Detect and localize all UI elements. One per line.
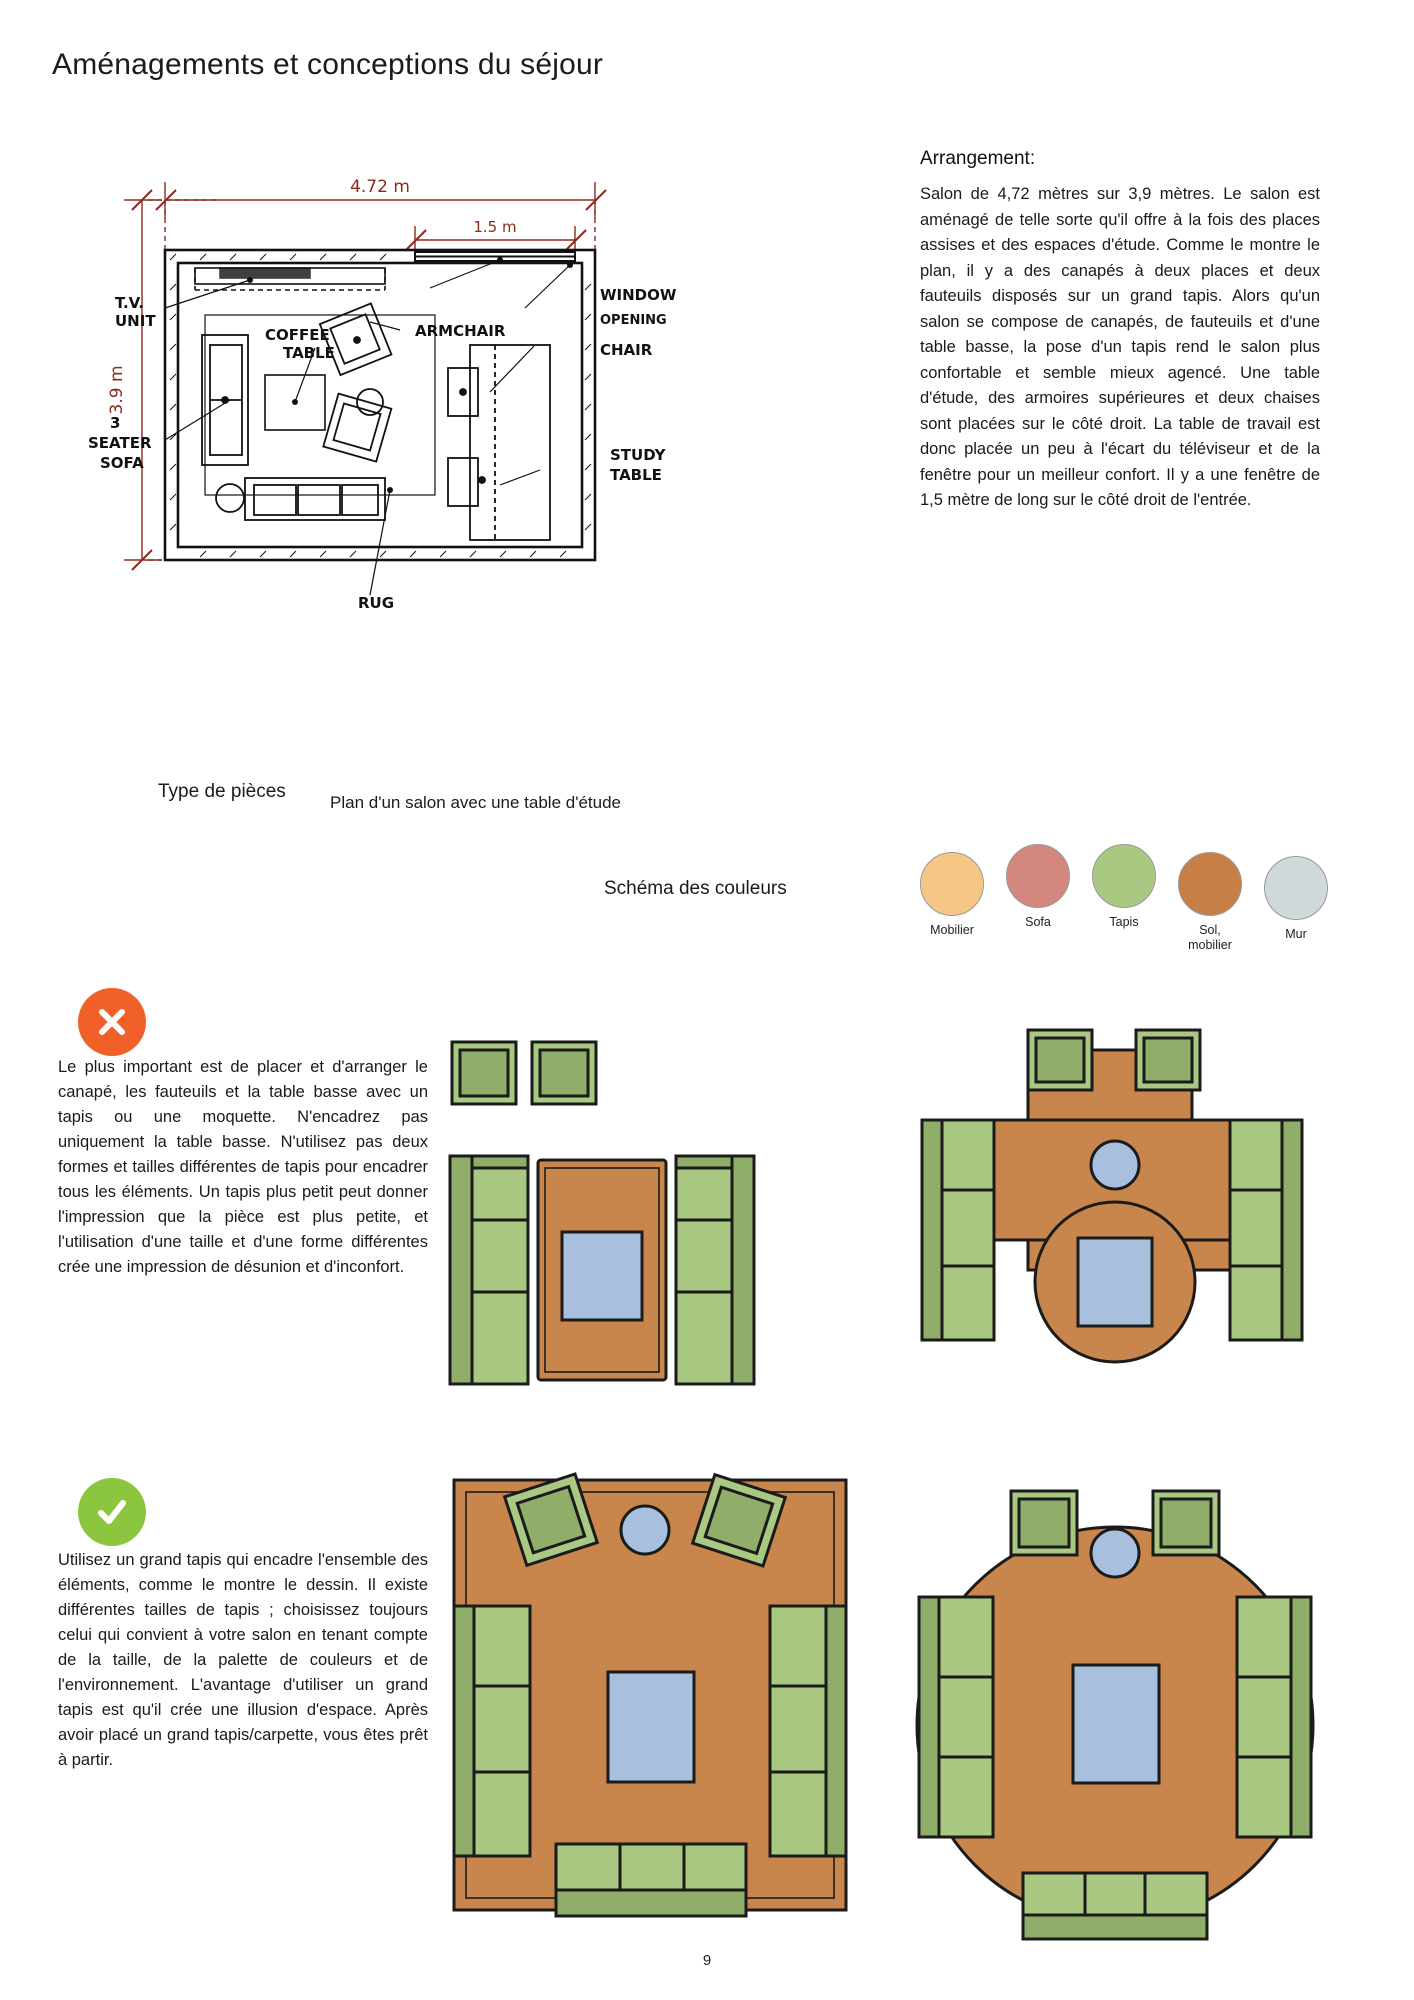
color-scheme-label: Schéma des couleurs	[604, 878, 787, 899]
illustration-good-right	[915, 1475, 1315, 1945]
swatch-mobilier	[920, 852, 984, 953]
swatch-dot	[1006, 844, 1070, 908]
swatch-dot	[920, 852, 984, 916]
label-rug: RUG	[358, 594, 395, 612]
check-icon	[78, 1478, 146, 1546]
swatch-sofa	[1006, 844, 1070, 953]
plan-window-label: 1.5 m	[473, 218, 517, 236]
page-title: Aménagements et conceptions du séjour	[52, 48, 604, 81]
advice-good-text: Utilisez un grand tapis qui encadre l'ensemble des éléments, comme le montre le dessin. Il existe différentes tailles de tapis ; choisissez toujours celui qui convient à votre salon en tenant compte de la taille, de la palette de couleurs et de l'environnement. L'avantage d'utiliser un grand tapis est qu'il crée une illusion d'espace. Après avoir placé un grand tapis/carpette, vous êtes prêt à partir.	[58, 1551, 428, 1769]
label-sofa-2: SEATER	[88, 434, 152, 452]
swatch-tapis	[1092, 844, 1156, 953]
swatch-dot	[1092, 844, 1156, 908]
room-type-label: Type de pièces	[158, 781, 286, 802]
label-coffee-table-2: TABLE	[283, 344, 335, 362]
label-tv-unit: T.V.	[115, 294, 145, 312]
swatch-mur	[1264, 856, 1328, 953]
swatch-dot	[1264, 856, 1328, 920]
label-tv-unit-2: UNIT	[115, 312, 156, 330]
label-study-table: STUDY	[610, 446, 666, 464]
illustration-bad-right	[910, 1020, 1310, 1430]
swatch-label: Sofa	[1025, 915, 1051, 929]
swatch-label: Mur	[1285, 927, 1307, 941]
label-sofa-3: SOFA	[100, 454, 144, 472]
label-coffee-table: COFFEE	[265, 326, 330, 344]
label-opening: OPENING	[600, 313, 667, 328]
page-number: 9	[702, 1952, 712, 1969]
illustration-bad-left	[430, 1020, 770, 1430]
swatch-sol-mobilier	[1178, 852, 1242, 953]
floor-plan-drawing	[70, 140, 870, 760]
label-sofa-1: 3	[110, 414, 121, 432]
plan-caption: Plan d'un salon avec une table d'étude	[330, 793, 621, 812]
color-swatches	[920, 852, 1328, 953]
label-study-table-2: TABLE	[610, 466, 662, 484]
label-armchair: ARMCHAIR	[415, 322, 506, 340]
arrangement-heading: Arrangement:	[920, 148, 1036, 169]
swatch-label: Tapis	[1109, 915, 1139, 929]
advice-bad-text: Le plus important est de placer et d'arranger le canapé, les fauteuils et la table basse avec un tapis ou une moquette. N'encadrez pas uniquement la table basse. N'utilisez pas deux formes et tailles différentes de tapis pour encadrer tous les éléments. Un tapis plus petit peut donner l'impression que la pièce est plus petite, et l'utilisation d'une taille et d'une forme différentes crée une impression de désunion et d'inconfort.	[58, 1058, 428, 1276]
label-window: WINDOW	[600, 286, 677, 304]
illustration-good-left	[440, 1460, 860, 1940]
swatch-label: Sol, mobilier	[1188, 923, 1232, 952]
check-glyph	[91, 1491, 133, 1533]
swatch-label: Mobilier	[930, 923, 974, 937]
cross-icon	[78, 988, 146, 1056]
arrangement-text: Salon de 4,72 mètres sur 3,9 mètres. Le salon est aménagé de telle sorte qu'il offre à la fois des places assises et des espaces d'étude. Comme le montre le plan, il y a des canapés à deux places et deux fauteuils disposés sur un grand tapis. Alors qu'un salon se compose de canapés, de fauteuils et d'une table basse, la pose d'un tapis rend le salon plus confortable et semble mieux agencé. Une table d'étude, des armoires supérieures et deux chaises sont placées sur le côté droit. La table de travail est donc placée un peu à l'écart du téléviseur et de la fenêtre pour un meilleur confort. Il y a une fenêtre de 1,5 mètre de long sur le côté droit de l'entrée.	[920, 185, 1320, 509]
swatch-dot	[1178, 852, 1242, 916]
plan-width-label: 4.72 m	[350, 177, 410, 197]
cross-glyph	[92, 1002, 132, 1042]
floor-plan	[70, 140, 870, 760]
label-chair: CHAIR	[600, 341, 653, 359]
plan-height-label: 3.9 m	[107, 365, 127, 415]
